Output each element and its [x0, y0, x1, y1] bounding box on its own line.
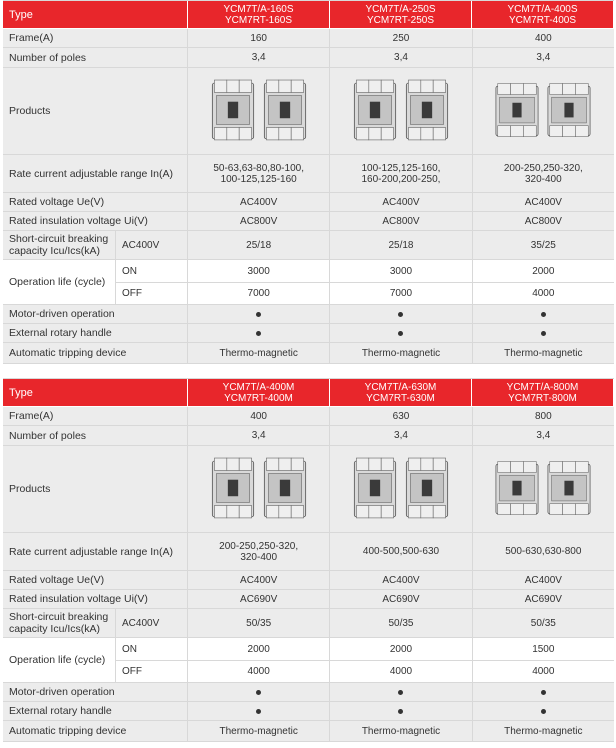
- bullet-icon: [541, 312, 546, 317]
- trip-value: Thermo-magnetic: [504, 725, 583, 737]
- ue-label: Rated voltage Ue(V): [3, 193, 188, 211]
- range-label: Rate current adjustable range In(A): [3, 533, 188, 570]
- range-line: 50-63,63-80,80-100,: [213, 162, 304, 174]
- frame-row: [3, 29, 614, 48]
- life-label: Operation life (cycle): [3, 260, 116, 304]
- model-name: YCM7T/A-250S: [365, 3, 436, 15]
- products-label: Products: [3, 68, 188, 154]
- breaker-image: [263, 79, 307, 143]
- off-label: OFF: [116, 283, 188, 304]
- range-line: 100-125,125-160: [220, 173, 297, 185]
- ue-row: [3, 571, 614, 590]
- range-line: 320-400: [240, 551, 278, 563]
- rotary-label: External rotary handle: [3, 702, 188, 720]
- motor-value: [473, 305, 614, 323]
- poles-value: 3,4: [536, 430, 551, 441]
- frame-label: Frame(A): [3, 29, 188, 47]
- sc-value: 25/18: [330, 231, 472, 259]
- life-on-row: [116, 638, 614, 661]
- trip-label: Automatic tripping device: [3, 343, 188, 363]
- on-value: 2000: [330, 638, 472, 660]
- model-name: YCM7RT-160S: [224, 14, 293, 26]
- model-name: YCM7RT-400S: [508, 14, 577, 26]
- breaker-image: [263, 457, 307, 521]
- breaker-image: [495, 457, 539, 521]
- ue-value: AC400V: [330, 193, 472, 211]
- ue-value: AC400V: [524, 196, 562, 208]
- ue-label: Rated voltage Ue(V): [3, 571, 188, 589]
- model-name: YCM7T/A-400M: [222, 381, 295, 393]
- breaker-image: [547, 79, 591, 143]
- trip-value: Thermo-magnetic: [330, 721, 472, 741]
- range-line: 400-500,500-630: [362, 546, 440, 557]
- life-off-row: [116, 661, 614, 682]
- motor-label: Motor-driven operation: [3, 305, 188, 323]
- motor-label: Motor-driven operation: [3, 683, 188, 701]
- model-col: [472, 1, 614, 28]
- bullet-icon: [256, 312, 261, 317]
- poles-row: [3, 426, 614, 446]
- model-col: [330, 379, 472, 406]
- ue-value: AC400V: [524, 574, 562, 586]
- ue-value: AC400V: [188, 571, 330, 589]
- rotary-value: [188, 702, 330, 720]
- ui-value: AC690V: [330, 590, 472, 608]
- sc-value: 35/25: [530, 239, 556, 251]
- life-body: [116, 638, 614, 682]
- poles-label: Number of poles: [3, 48, 188, 67]
- range-line: 200-250,250-320,: [219, 540, 299, 552]
- breaker-image: [211, 79, 255, 143]
- on-value: 2000: [532, 265, 555, 277]
- bullet-icon: [541, 331, 546, 336]
- off-value: 4000: [188, 661, 330, 682]
- bullet-icon: [398, 690, 403, 695]
- range-line: 200-250,250-320,: [503, 162, 583, 174]
- model-name: YCM7RT-800M: [508, 392, 577, 404]
- bullet-icon: [256, 331, 261, 336]
- on-value: 3000: [330, 260, 472, 282]
- on-value: 3000: [188, 260, 330, 282]
- range-label: Rate current adjustable range In(A): [3, 155, 188, 192]
- frame-value: 250: [330, 29, 472, 47]
- rotary-row: [3, 702, 614, 721]
- model-col: [472, 379, 614, 406]
- ui-value: AC690V: [524, 593, 562, 605]
- breaker-image: [211, 457, 255, 521]
- ue-value: AC400V: [330, 571, 472, 589]
- life-label: Operation life (cycle): [3, 638, 116, 682]
- breaker-image: [495, 79, 539, 143]
- motor-value: [330, 683, 472, 701]
- ui-value: AC690V: [188, 590, 330, 608]
- off-value: 4000: [330, 661, 472, 682]
- model-col: [330, 1, 472, 28]
- motor-value: [330, 305, 472, 323]
- life-off-row: [116, 283, 614, 304]
- motor-value: [188, 683, 330, 701]
- range-line: 100-125,125-160,: [361, 162, 441, 174]
- trip-value: Thermo-magnetic: [504, 347, 583, 359]
- breaker-image: [405, 457, 449, 521]
- type-label: Type: [3, 379, 188, 406]
- range-value: [188, 533, 330, 570]
- poles-value: 3,4: [188, 48, 330, 67]
- breaker-image: [405, 79, 449, 143]
- on-value: 1500: [532, 643, 555, 655]
- sc-row: [3, 231, 614, 260]
- ui-row: [3, 590, 614, 609]
- sc-value: 50/35: [530, 617, 556, 629]
- trip-value: Thermo-magnetic: [188, 721, 330, 741]
- ue-row: [3, 193, 614, 212]
- products-label: Products: [3, 446, 188, 532]
- ui-row: [3, 212, 614, 231]
- frame-value: 400: [534, 32, 552, 44]
- range-row: [3, 155, 614, 193]
- rotary-value: [188, 324, 330, 342]
- product-images: [188, 68, 330, 154]
- rotary-value: [330, 702, 472, 720]
- life-group: [3, 638, 614, 683]
- sc-label-group: [3, 231, 188, 259]
- sc-row: [3, 609, 614, 638]
- on-label: ON: [116, 260, 188, 282]
- range-value: [188, 155, 330, 192]
- type-row: [3, 1, 614, 29]
- breaker-image: [547, 457, 591, 521]
- model-col: [188, 379, 330, 406]
- ui-label: Rated insulation voltage Ui(V): [3, 590, 188, 608]
- frame-value: 400: [188, 407, 330, 425]
- bullet-icon: [256, 709, 261, 714]
- breaker-image: [353, 79, 397, 143]
- rotary-label: External rotary handle: [3, 324, 188, 342]
- ui-label: Rated insulation voltage Ui(V): [3, 212, 188, 230]
- bullet-icon: [541, 690, 546, 695]
- product-images: [188, 446, 330, 532]
- ui-value: AC800V: [524, 215, 562, 227]
- sc-voltage: AC400V: [122, 617, 160, 629]
- frame-value: 630: [330, 407, 472, 425]
- poles-value: 3,4: [536, 52, 551, 63]
- model-name: YCM7T/A-160S: [223, 3, 294, 15]
- products-row: [3, 446, 614, 533]
- frame-row: [3, 407, 614, 426]
- ue-value: AC400V: [188, 193, 330, 211]
- sc-voltage: AC400V: [122, 239, 160, 251]
- trip-label: Automatic tripping device: [3, 721, 188, 741]
- rotary-value: [473, 324, 614, 342]
- life-body: [116, 260, 614, 304]
- model-name: YCM7RT-630M: [366, 392, 435, 404]
- poles-value: 3,4: [330, 48, 472, 67]
- off-value: 4000: [532, 666, 555, 677]
- model-name: YCM7RT-400M: [224, 392, 293, 404]
- trip-row: [3, 343, 614, 364]
- frame-label: Frame(A): [3, 407, 188, 425]
- rotary-value: [330, 324, 472, 342]
- motor-row: [3, 305, 614, 324]
- trip-row: [3, 721, 614, 742]
- motor-row: [3, 683, 614, 702]
- product-images: [473, 68, 614, 154]
- poles-value: 3,4: [330, 426, 472, 445]
- sc-value: 25/18: [188, 231, 330, 259]
- bullet-icon: [541, 709, 546, 714]
- trip-value: Thermo-magnetic: [188, 343, 330, 363]
- breaker-image: [353, 457, 397, 521]
- off-value: 7000: [330, 283, 472, 304]
- life-on-row: [116, 260, 614, 283]
- range-value: [330, 155, 472, 192]
- frame-value: 800: [534, 410, 552, 422]
- on-label: ON: [116, 638, 188, 660]
- off-label: OFF: [116, 661, 188, 682]
- sc-value: 50/35: [188, 609, 330, 637]
- product-images: [330, 68, 472, 154]
- type-label: Type: [3, 1, 188, 28]
- bullet-icon: [398, 312, 403, 317]
- ui-value: AC800V: [330, 212, 472, 230]
- product-images: [330, 446, 472, 532]
- off-value: 7000: [188, 283, 330, 304]
- bullet-icon: [256, 690, 261, 695]
- poles-row: [3, 48, 614, 68]
- off-value: 4000: [532, 288, 555, 299]
- bullet-icon: [398, 709, 403, 714]
- ui-value: AC800V: [188, 212, 330, 230]
- model-name: YCM7T/A-400S: [507, 3, 578, 15]
- sc-label: Short-circuit breaking capacity Icu/Ics(kA): [3, 231, 116, 259]
- motor-value: [473, 683, 614, 701]
- range-line: 160-200,200-250,: [361, 173, 441, 185]
- sc-value: 50/35: [330, 609, 472, 637]
- product-images: [473, 446, 614, 532]
- life-group: [3, 260, 614, 305]
- range-row: [3, 533, 614, 571]
- range-line: 320-400: [524, 173, 562, 185]
- type-row: [3, 379, 614, 407]
- trip-value: Thermo-magnetic: [330, 343, 472, 363]
- range-line: 500-630,630-800: [505, 546, 582, 557]
- rotary-row: [3, 324, 614, 343]
- poles-label: Number of poles: [3, 426, 188, 445]
- on-value: 2000: [188, 638, 330, 660]
- frame-value: 160: [188, 29, 330, 47]
- range-value: [330, 533, 472, 570]
- motor-value: [188, 305, 330, 323]
- model-name: YCM7T/A-630M: [364, 381, 437, 393]
- sc-label: Short-circuit breaking capacity Icu/Ics(kA): [3, 609, 116, 637]
- model-col: [188, 1, 330, 28]
- model-name: YCM7T/A-800M: [506, 381, 579, 393]
- poles-value: 3,4: [188, 426, 330, 445]
- range-value: [473, 533, 614, 570]
- bullet-icon: [398, 331, 403, 336]
- rotary-value: [473, 702, 614, 720]
- sc-label-group: [3, 609, 188, 637]
- model-name: YCM7RT-250S: [366, 14, 435, 26]
- range-value: [473, 155, 614, 192]
- products-row: [3, 68, 614, 155]
